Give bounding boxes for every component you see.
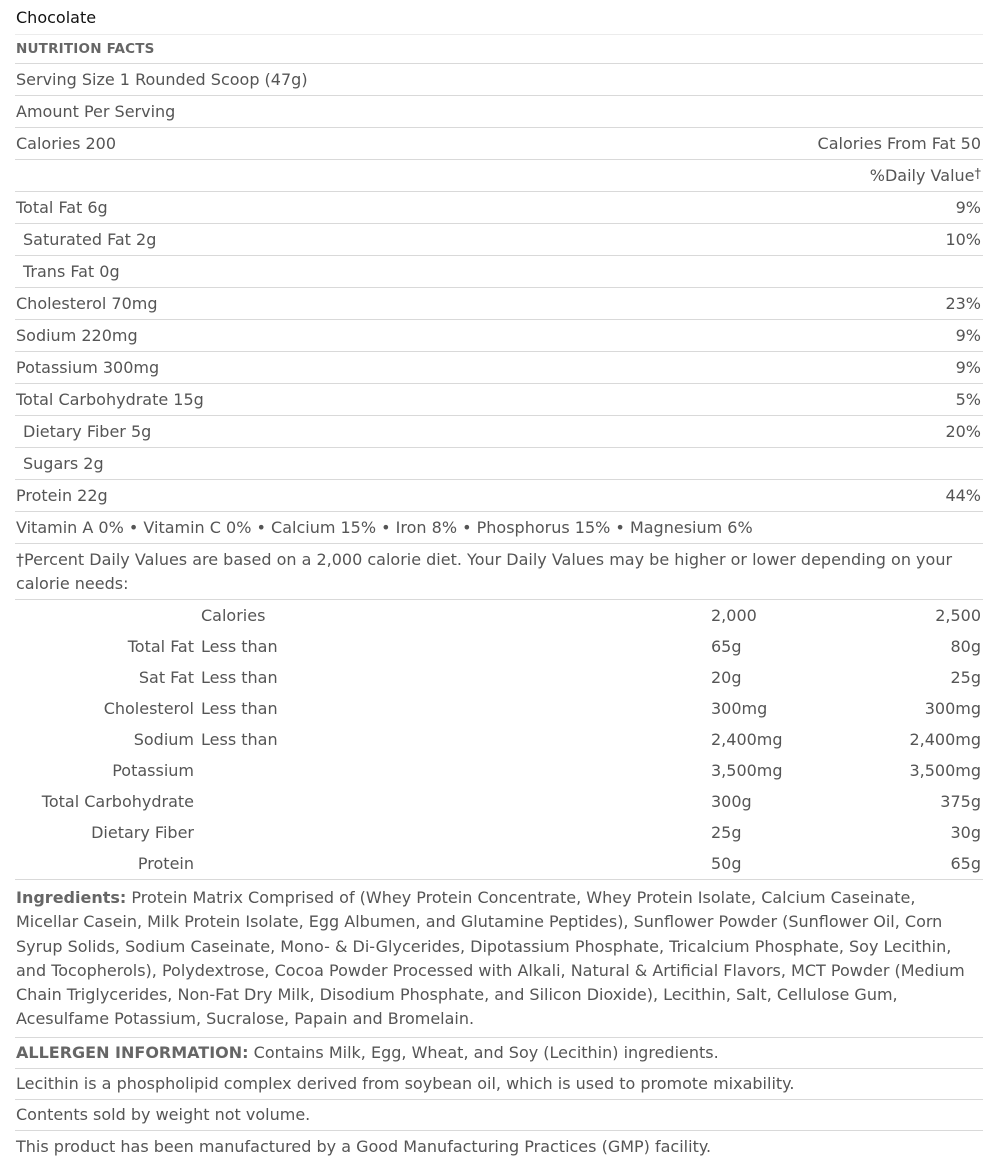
ref-2500: 2,500 — [935, 606, 981, 625]
nutrient-row — [15, 192, 983, 224]
table-row — [15, 786, 983, 817]
ref-2000: 2,000 — [711, 606, 757, 625]
daily-value-header-row — [15, 160, 983, 192]
ref-2000: 2,400mg — [711, 730, 783, 749]
serving-size: Serving Size 1 Rounded Scoop (47g) — [16, 70, 308, 89]
ref-2500: 80g — [950, 637, 981, 656]
ref-2000: 50g — [711, 854, 742, 873]
nutrient-dv: 9% — [955, 358, 981, 377]
allergen-info — [16, 1043, 719, 1062]
nutrient-label: Trans Fat 0g — [23, 262, 120, 281]
ref-nutrient: Protein — [137, 854, 194, 873]
ref-2500: 30g — [950, 823, 981, 842]
nutrient-label: Potassium 300mg — [16, 358, 160, 377]
nutrient-dv: 10% — [945, 230, 981, 249]
ref-2000: 300g — [711, 792, 752, 811]
table-row — [15, 631, 983, 662]
allergen-row — [15, 1038, 983, 1069]
nutrition-panel — [15, 0, 983, 1162]
gmp-note-row — [15, 1131, 983, 1162]
lecithin-note-row — [15, 1069, 983, 1100]
ingredients-label: Ingredients: — [16, 888, 127, 907]
nutrient-dv: 44% — [945, 486, 981, 505]
ref-qualifier: Less than — [201, 730, 278, 749]
ref-2000: 3,500mg — [711, 761, 783, 780]
table-row — [15, 724, 983, 755]
nutrition-facts-heading — [15, 35, 983, 64]
table-row — [15, 600, 983, 631]
ref-nutrient — [15, 600, 201, 631]
nutrient-row — [15, 480, 983, 512]
ref-2000: 300mg — [711, 699, 768, 718]
ref-qualifier — [201, 848, 711, 880]
dagger-mark: † — [974, 167, 981, 182]
allergen-text: Contains Milk, Egg, Wheat, and Soy (Lecithin) ingredients. — [248, 1043, 719, 1063]
ref-nutrient: Sodium — [133, 730, 194, 749]
amount-per-serving: Amount Per Serving — [16, 102, 176, 121]
nutrient-label: Cholesterol 70mg — [16, 294, 158, 313]
calories: Calories 200 — [16, 134, 117, 153]
table-row — [15, 693, 983, 724]
table-row — [15, 817, 983, 848]
lecithin-note: Lecithin is a phospholipid complex derived from soybean oil, which is used to promote mixability. — [16, 1074, 795, 1094]
ref-2500: 375g — [940, 792, 981, 811]
nutrient-row — [15, 288, 983, 320]
heading-text: NUTRITION FACTS — [16, 41, 155, 57]
ref-2500: 300mg — [924, 699, 981, 718]
flavor-name: Chocolate — [16, 7, 97, 27]
daily-value-header — [870, 166, 981, 185]
gmp-note: This product has been manufactured by a Good Manufacturing Practices (GMP) facility. — [16, 1136, 712, 1156]
ref-qualifier — [201, 817, 711, 848]
nutrient-label: Dietary Fiber 5g — [23, 422, 152, 441]
vitamins-row — [15, 512, 983, 544]
nutrient-row — [15, 384, 983, 416]
nutrient-label: Sodium 220mg — [16, 326, 138, 345]
table-row — [15, 755, 983, 786]
ref-qualifier — [201, 755, 711, 786]
ref-qualifier: Less than — [201, 637, 278, 656]
weight-note: Contents sold by weight not volume. — [16, 1105, 311, 1125]
allergen-label: ALLERGEN INFORMATION: — [16, 1043, 249, 1063]
ref-nutrient: Dietary Fiber — [91, 823, 194, 842]
ingredients-text: Protein Matrix Comprised of (Whey Protein Concentrate, Whey Protein Isolate, Calcium Caseinate, Micellar Casein, Milk Protein Isolate, Egg Albumen, and Glutamine Peptides), Sunflower Powder (Sunflower Oil, Corn Syrup Solids, Sodium Caseinate, Mono- & Di-Glycerides, Dipotassium Phosphate, Tricalcium Phosphate, Soy Lecithin, and Tocopherols), Polydextrose, Cocoa Powder Processed with Alkali, Natural & Artificial Flavors, MCT Powder (Medium Chain Triglycerides, Non-Fat Dry Milk, Disodium Phosphate, and Silicon Dioxide), Lecithin, Salt, Cellulose Gum, Acesulfame Potassium, Sucralose, Papain and Bromelain. — [16, 888, 965, 1029]
ref-nutrient: Cholesterol — [103, 699, 194, 718]
ingredients-block — [15, 880, 983, 1038]
nutrient-dv: 9% — [955, 198, 981, 217]
ref-2000: 65g — [711, 637, 742, 656]
table-row — [15, 848, 983, 880]
serving-size-row — [15, 64, 983, 96]
nutrient-row — [15, 320, 983, 352]
ref-2500: 25g — [950, 668, 981, 687]
calories-row — [15, 128, 983, 160]
ref-qualifier: Less than — [201, 699, 278, 718]
ref-qualifier — [201, 786, 711, 817]
vitamins-text: Vitamin A 0% • Vitamin C 0% • Calcium 15% • Iron 8% • Phosphorus 15% • Magnesium 6% — [16, 518, 753, 537]
nutrient-row — [15, 224, 983, 256]
nutrient-dv: 5% — [955, 390, 981, 409]
weight-note-row — [15, 1100, 983, 1131]
nutrient-label: Total Fat 6g — [16, 198, 108, 217]
nutrient-row — [15, 256, 983, 288]
ref-2500: 3,500mg — [909, 761, 981, 780]
nutrient-row — [15, 448, 983, 480]
ref-nutrient: Potassium — [112, 761, 194, 780]
ref-2000: 20g — [711, 668, 742, 687]
flavor-title — [15, 0, 983, 35]
ref-2500: 65g — [950, 854, 981, 873]
daily-value-reference-table — [15, 600, 983, 880]
ref-nutrient: Total Fat — [127, 637, 194, 656]
ref-qualifier: Calories — [201, 606, 266, 625]
nutrient-row — [15, 416, 983, 448]
nutrient-row — [15, 352, 983, 384]
daily-value-footnote: †Percent Daily Values are based on a 2,000 calorie diet. Your Daily Values may be higher or lower depending on your calorie needs: — [15, 544, 983, 600]
nutrient-label: Saturated Fat 2g — [23, 230, 157, 249]
ref-nutrient: Sat Fat — [138, 668, 194, 687]
amount-per-serving-row — [15, 96, 983, 128]
daily-value-header-text: %Daily Value — [869, 166, 975, 185]
ref-qualifier: Less than — [201, 668, 278, 687]
nutrient-label: Protein 22g — [16, 486, 108, 505]
calories-from-fat: Calories From Fat 50 — [817, 134, 981, 153]
nutrient-dv: 20% — [945, 422, 981, 441]
ref-2000: 25g — [711, 823, 742, 842]
ref-nutrient: Total Carbohydrate — [41, 792, 194, 811]
table-row — [15, 662, 983, 693]
ref-2500: 2,400mg — [909, 730, 981, 749]
nutrient-label: Sugars 2g — [23, 454, 104, 473]
nutrient-dv: 9% — [955, 326, 981, 345]
nutrient-dv: 23% — [945, 294, 981, 313]
nutrient-label: Total Carbohydrate 15g — [16, 390, 204, 409]
